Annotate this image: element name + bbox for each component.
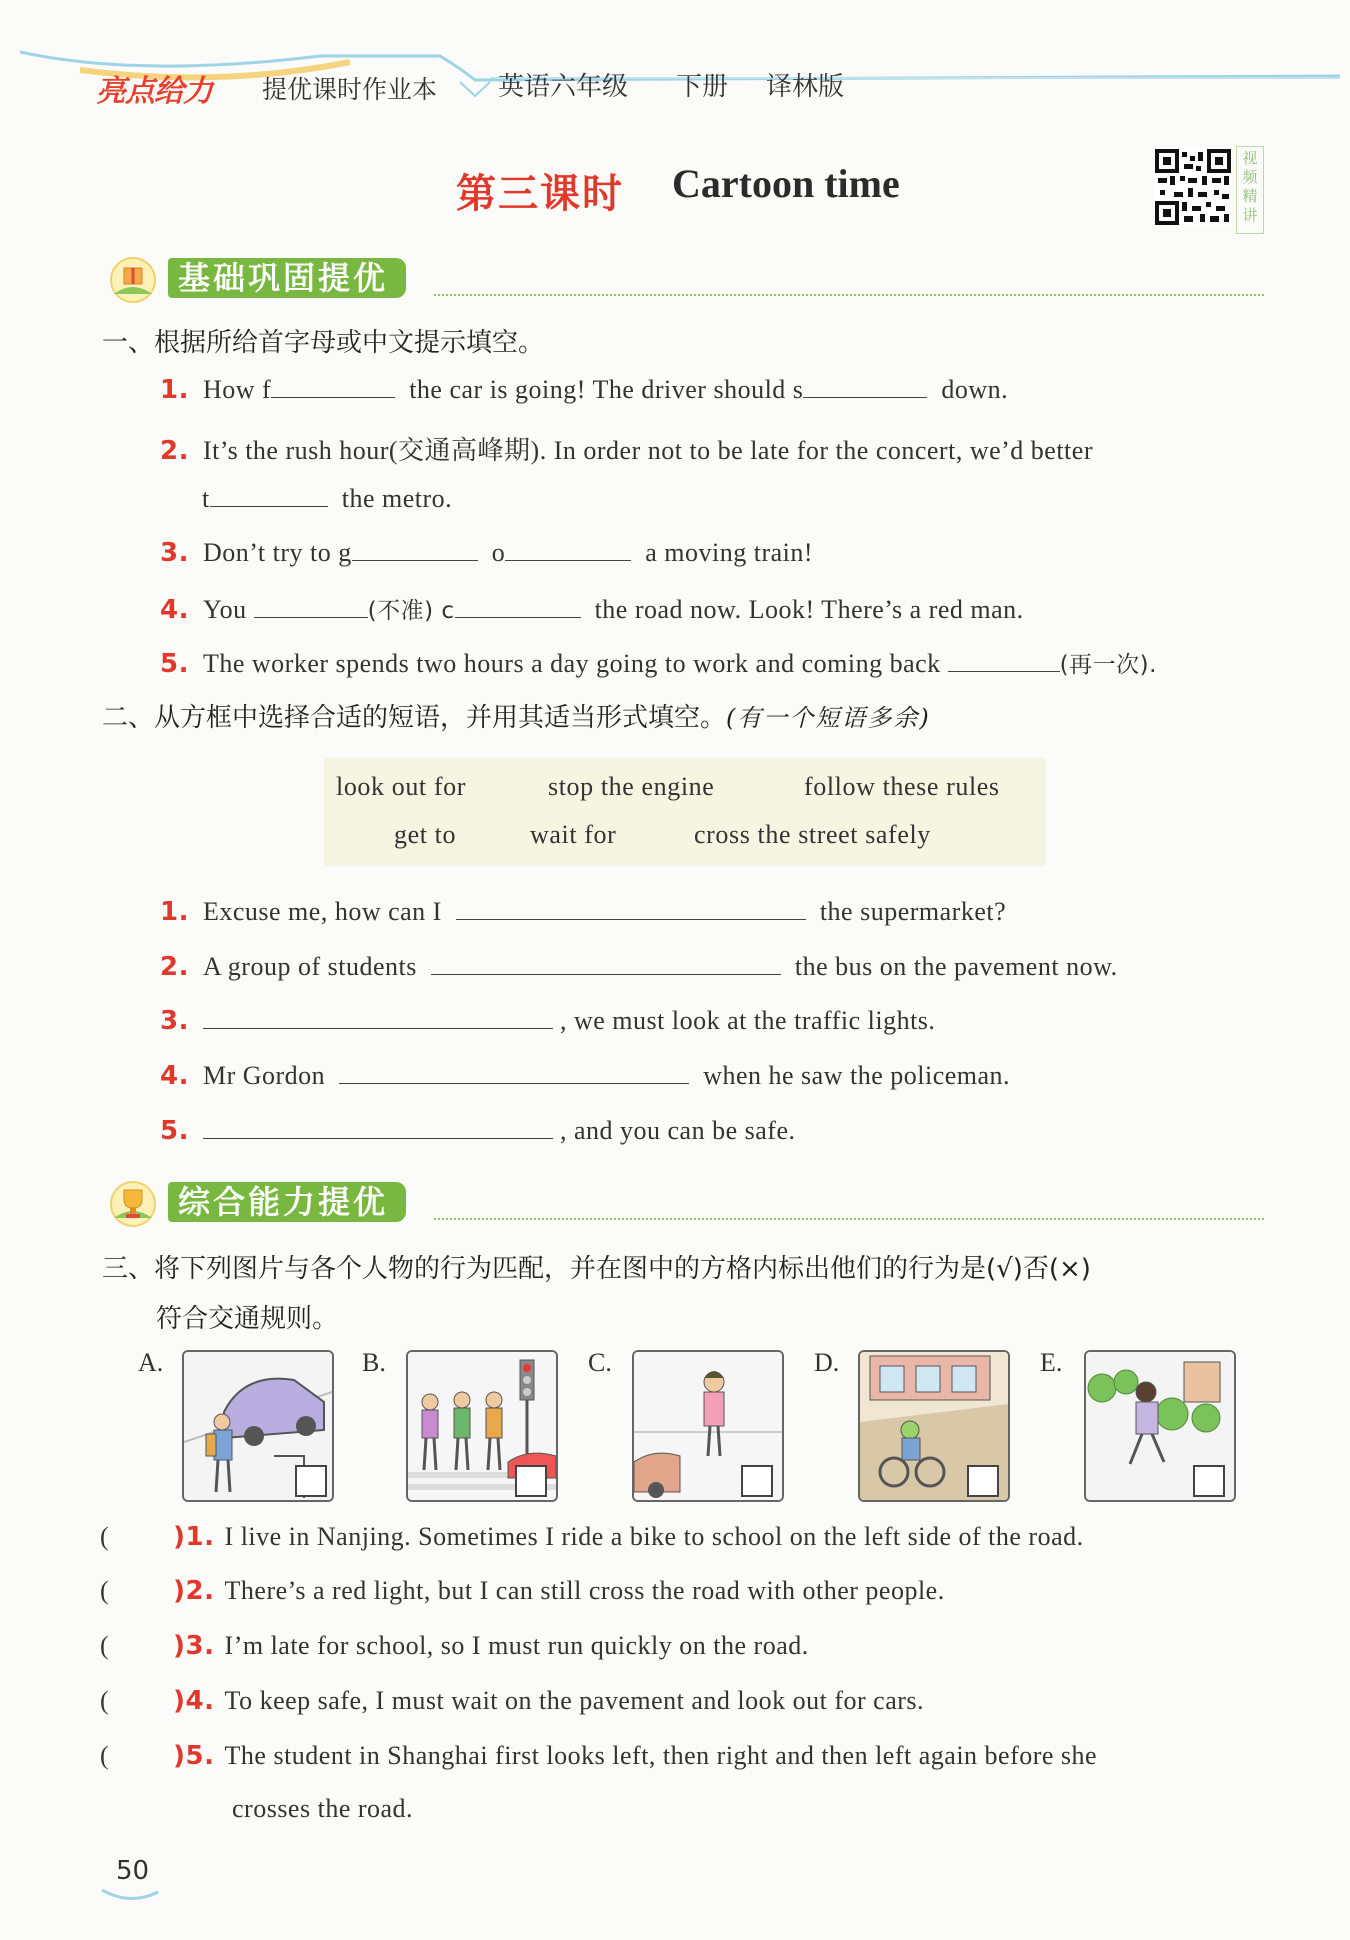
section-banner-basic xyxy=(104,256,1264,302)
checkbox[interactable] xyxy=(296,1466,326,1496)
checkbox[interactable] xyxy=(1194,1466,1224,1496)
phrase-option: stop the engine xyxy=(548,772,715,801)
answer-blank[interactable] xyxy=(203,1006,553,1029)
answer-paren[interactable]: ( xyxy=(100,1686,110,1715)
section-banner-label: 基础巩固提优 xyxy=(168,258,406,298)
answer-paren[interactable]: ( xyxy=(100,1522,110,1551)
lesson-title: Cartoon time xyxy=(672,161,900,206)
answer-paren[interactable]: ( xyxy=(100,1741,110,1770)
section-banner-comprehensive xyxy=(104,1180,1264,1226)
part2-item-1: 1. Excuse me, how can I the supermarket? xyxy=(160,897,1007,927)
part1-item-2-cont: t the metro. xyxy=(202,484,453,513)
page-number-swoosh xyxy=(100,1886,160,1906)
answer-blank[interactable] xyxy=(948,649,1060,672)
answer-blank[interactable] xyxy=(254,595,368,618)
picture-a xyxy=(182,1350,334,1502)
answer-paren[interactable]: ( xyxy=(100,1631,110,1660)
answer-blank[interactable] xyxy=(431,952,781,975)
picture-c xyxy=(632,1350,784,1502)
picture-label-b: B. xyxy=(362,1348,386,1377)
answer-blank[interactable] xyxy=(203,1116,553,1139)
phrase-option: look out for xyxy=(336,772,466,801)
part3-item-1: ( )1. I live in Nanjing. Sometimes I ride a bike to school on the left side of the road. xyxy=(100,1522,1084,1552)
part3-item-4: ( )4. To keep safe, I must wait on the pavement and look out for cars. xyxy=(100,1686,925,1716)
boy-cycling-illustration xyxy=(860,1352,1008,1500)
term: 下册 xyxy=(676,72,729,102)
answer-blank[interactable] xyxy=(210,484,328,507)
phrase-option: get to xyxy=(394,820,457,849)
phrase-box xyxy=(324,758,1046,866)
qr-code-icon[interactable] xyxy=(1154,148,1232,226)
part2-item-3: 3. , we must look at the traffic lights. xyxy=(160,1006,936,1036)
gift-box-icon xyxy=(104,250,162,308)
phrase-option: follow these rules xyxy=(804,772,1000,801)
series-name: 提优课时作业本 xyxy=(262,75,438,104)
part3-item-2: ( )2. There’s a red light, but I can still cross the road with other people. xyxy=(100,1576,945,1606)
part1-item-1: 1. How f the car is going! The driver should s down. xyxy=(160,375,1009,405)
answer-paren[interactable]: ( xyxy=(100,1576,110,1605)
brand-logo-text: 亮点给力 xyxy=(96,74,212,109)
picture-d xyxy=(858,1350,1010,1502)
edition: 译林版 xyxy=(766,72,845,102)
part1-item-5: 5. The worker spends two hours a day going to work and coming back (再一次). xyxy=(160,649,1157,679)
answer-blank[interactable] xyxy=(339,1061,689,1084)
picture-label-a: A. xyxy=(138,1348,164,1377)
car-and-boy-illustration xyxy=(184,1352,332,1500)
part3-title: 三、将下列图片与各个人物的行为匹配，并在图中的方格内标出他们的行为是(√)否(×) xyxy=(102,1254,1091,1284)
part2-item-4: 4. Mr Gordon when he saw the policeman. xyxy=(160,1061,1011,1091)
answer-blank[interactable] xyxy=(505,538,631,561)
part1-item-3: 3. Don’t try to g o a moving train! xyxy=(160,538,814,568)
banner-divider xyxy=(434,1218,1264,1220)
part2-item-2: 2. A group of students the bus on the pavement now. xyxy=(160,952,1118,982)
picture-label-e: E. xyxy=(1040,1348,1063,1377)
answer-blank[interactable] xyxy=(455,595,581,618)
checkbox[interactable] xyxy=(742,1466,772,1496)
trophy-icon xyxy=(104,1174,162,1232)
phrase-option: cross the street safely xyxy=(694,820,931,849)
crossing-with-traffic-light-illustration xyxy=(408,1352,556,1500)
checkbox[interactable] xyxy=(968,1466,998,1496)
girl-waiting-illustration xyxy=(634,1352,782,1500)
answer-blank[interactable] xyxy=(271,375,395,398)
picture-label-d: D. xyxy=(814,1348,840,1377)
part3-item-5: ( )5. The student in Shanghai first looks left, then right and then left again before she xyxy=(100,1741,1098,1771)
banner-divider xyxy=(434,294,1264,296)
girl-running-illustration xyxy=(1086,1352,1234,1500)
lesson-number: 第三课时 xyxy=(456,171,624,217)
page-number: 50 xyxy=(116,1856,150,1886)
picture-b xyxy=(406,1350,558,1502)
qr-caption: 视频精讲 xyxy=(1236,146,1264,234)
part1-item-2: 2. It’s the rush hour(交通高峰期). In order not to be late for the concert, we’d better xyxy=(160,436,1093,466)
part3-item-3: ( )3. I’m late for school, so I must run quickly on the road. xyxy=(100,1631,809,1661)
picture-label-c: C. xyxy=(588,1348,612,1377)
part1-title: 一、根据所给首字母或中文提示填空。 xyxy=(102,328,545,358)
phrase-option: wait for xyxy=(530,820,617,849)
section-banner-label: 综合能力提优 xyxy=(168,1182,406,1222)
answer-blank[interactable] xyxy=(456,897,806,920)
part1-item-4: 4. You (不准) c the road now. Look! There’s a red man. xyxy=(160,595,1024,625)
part3-item-5-cont: crosses the road. xyxy=(232,1794,414,1823)
part2-item-5: 5. , and you can be safe. xyxy=(160,1116,796,1146)
part2-title: 二、从方框中选择合适的短语，并用其适当形式填空。(有一个短语多余) xyxy=(102,703,931,733)
answer-blank[interactable] xyxy=(352,538,478,561)
subject-grade: 英语六年级 xyxy=(498,72,629,102)
picture-e xyxy=(1084,1350,1236,1502)
part3-title-cont: 符合交通规则。 xyxy=(156,1304,339,1334)
answer-blank[interactable] xyxy=(803,375,927,398)
checkbox[interactable] xyxy=(516,1466,546,1496)
